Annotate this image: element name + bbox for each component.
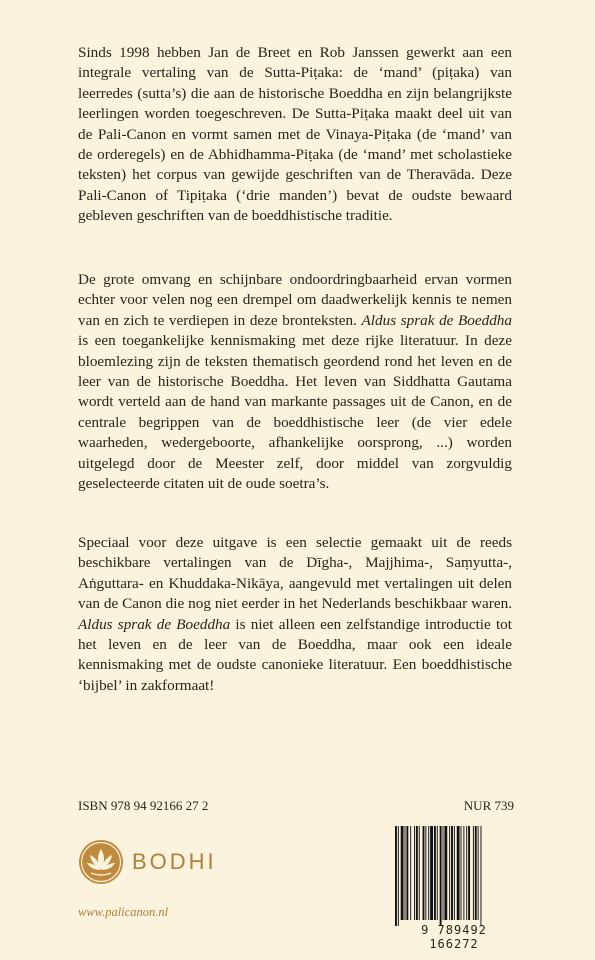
paragraph-text: is niet alleen een zelfstandige introductie tot het leven en de leer van de Boeddha, maar ook een ideale kennismaking met de oudste canonieke literatuur. Een boeddhistische ‘bijbel’ in zakformaat! bbox=[78, 615, 512, 694]
book-title-italic: Aldus sprak de Boeddha bbox=[78, 615, 231, 633]
publisher-name: BODHI bbox=[132, 849, 217, 874]
book-title-italic: Aldus sprak de Boeddha bbox=[361, 311, 512, 329]
publisher-logo bbox=[78, 839, 217, 885]
publication-info bbox=[78, 798, 514, 814]
nur-code: NUR 739 bbox=[463, 798, 514, 813]
blurb-paragraph-3 bbox=[78, 533, 512, 696]
paragraph-text: Sinds 1998 hebben Jan de Breet en Rob Janssen gewerkt aan een integrale vertaling van de Sutta-Piṭaka: de ‘mand’ (piṭaka) van leerredes (sutta’s) die aan de historische Boeddha en zijn belangrijkste leerlingen worden toegeschreven. De Sutta-Piṭaka maakt deel uit van de Pali-Canon en vormt samen met de Vinaya-Piṭaka (de ‘mand’ van de orderegels) en de Abhidhamma-Piṭaka (de ‘mand’ met scholastieke teksten) het corpus van gewijde geschriften van de Theravāda. Deze Pali-Canon of Tipiṭaka (‘drie manden’) bevat de oudste bewaard gebleven geschriften van de boeddhistische traditie. bbox=[78, 44, 512, 225]
blurb-paragraph-2 bbox=[78, 270, 512, 494]
lotus-icon bbox=[78, 839, 124, 885]
paragraph-text: Speciaal voor deze uitgave is een selectie gemaakt uit de reeds beschikbare vertalingen van de Dīgha-, Majjhima-, Saṃyutta-, Aṅguttara- en Khuddaka-Nikāya, aangevuld met vertalingen uit delen van de Canon die nog niet eerder in het Nederlands beschikbaar waren. bbox=[78, 534, 512, 613]
barcode-bars bbox=[393, 826, 515, 926]
blurb-paragraph-1 bbox=[78, 43, 512, 227]
barcode-number: 9 789492 166272 bbox=[421, 923, 487, 951]
isbn: ISBN 978 94 92166 27 2 bbox=[78, 798, 209, 813]
paragraph-text: is een toegankelijke kennismaking met deze rijke literatuur. In deze bloemlezing zijn de teksten thematisch geordend rond het leven en de leer van de historische Boeddha. Het leven van Siddhatta Gautama wordt verteld aan de hand van markante passages uit de Canon, en de centrale begrippen van de boeddhistische leer (de vier edele waarheden, wedergeboorte, afhankelijke oorsprong, ...) worden uitgelegd door de Meester zelf, door middel van zorgvuldig geselecteerde citaten uit de oude soetra’s. bbox=[78, 332, 512, 493]
paragraph-text: De grote omvang en schijnbare ondoordringbaarheid ervan vormen echter voor velen nog een drempel om daadwerkelijk kennis te nemen van en zich te verdiepen in deze bronteksten. bbox=[78, 271, 512, 329]
publisher-website: www.palicanon.nl bbox=[78, 905, 169, 919]
